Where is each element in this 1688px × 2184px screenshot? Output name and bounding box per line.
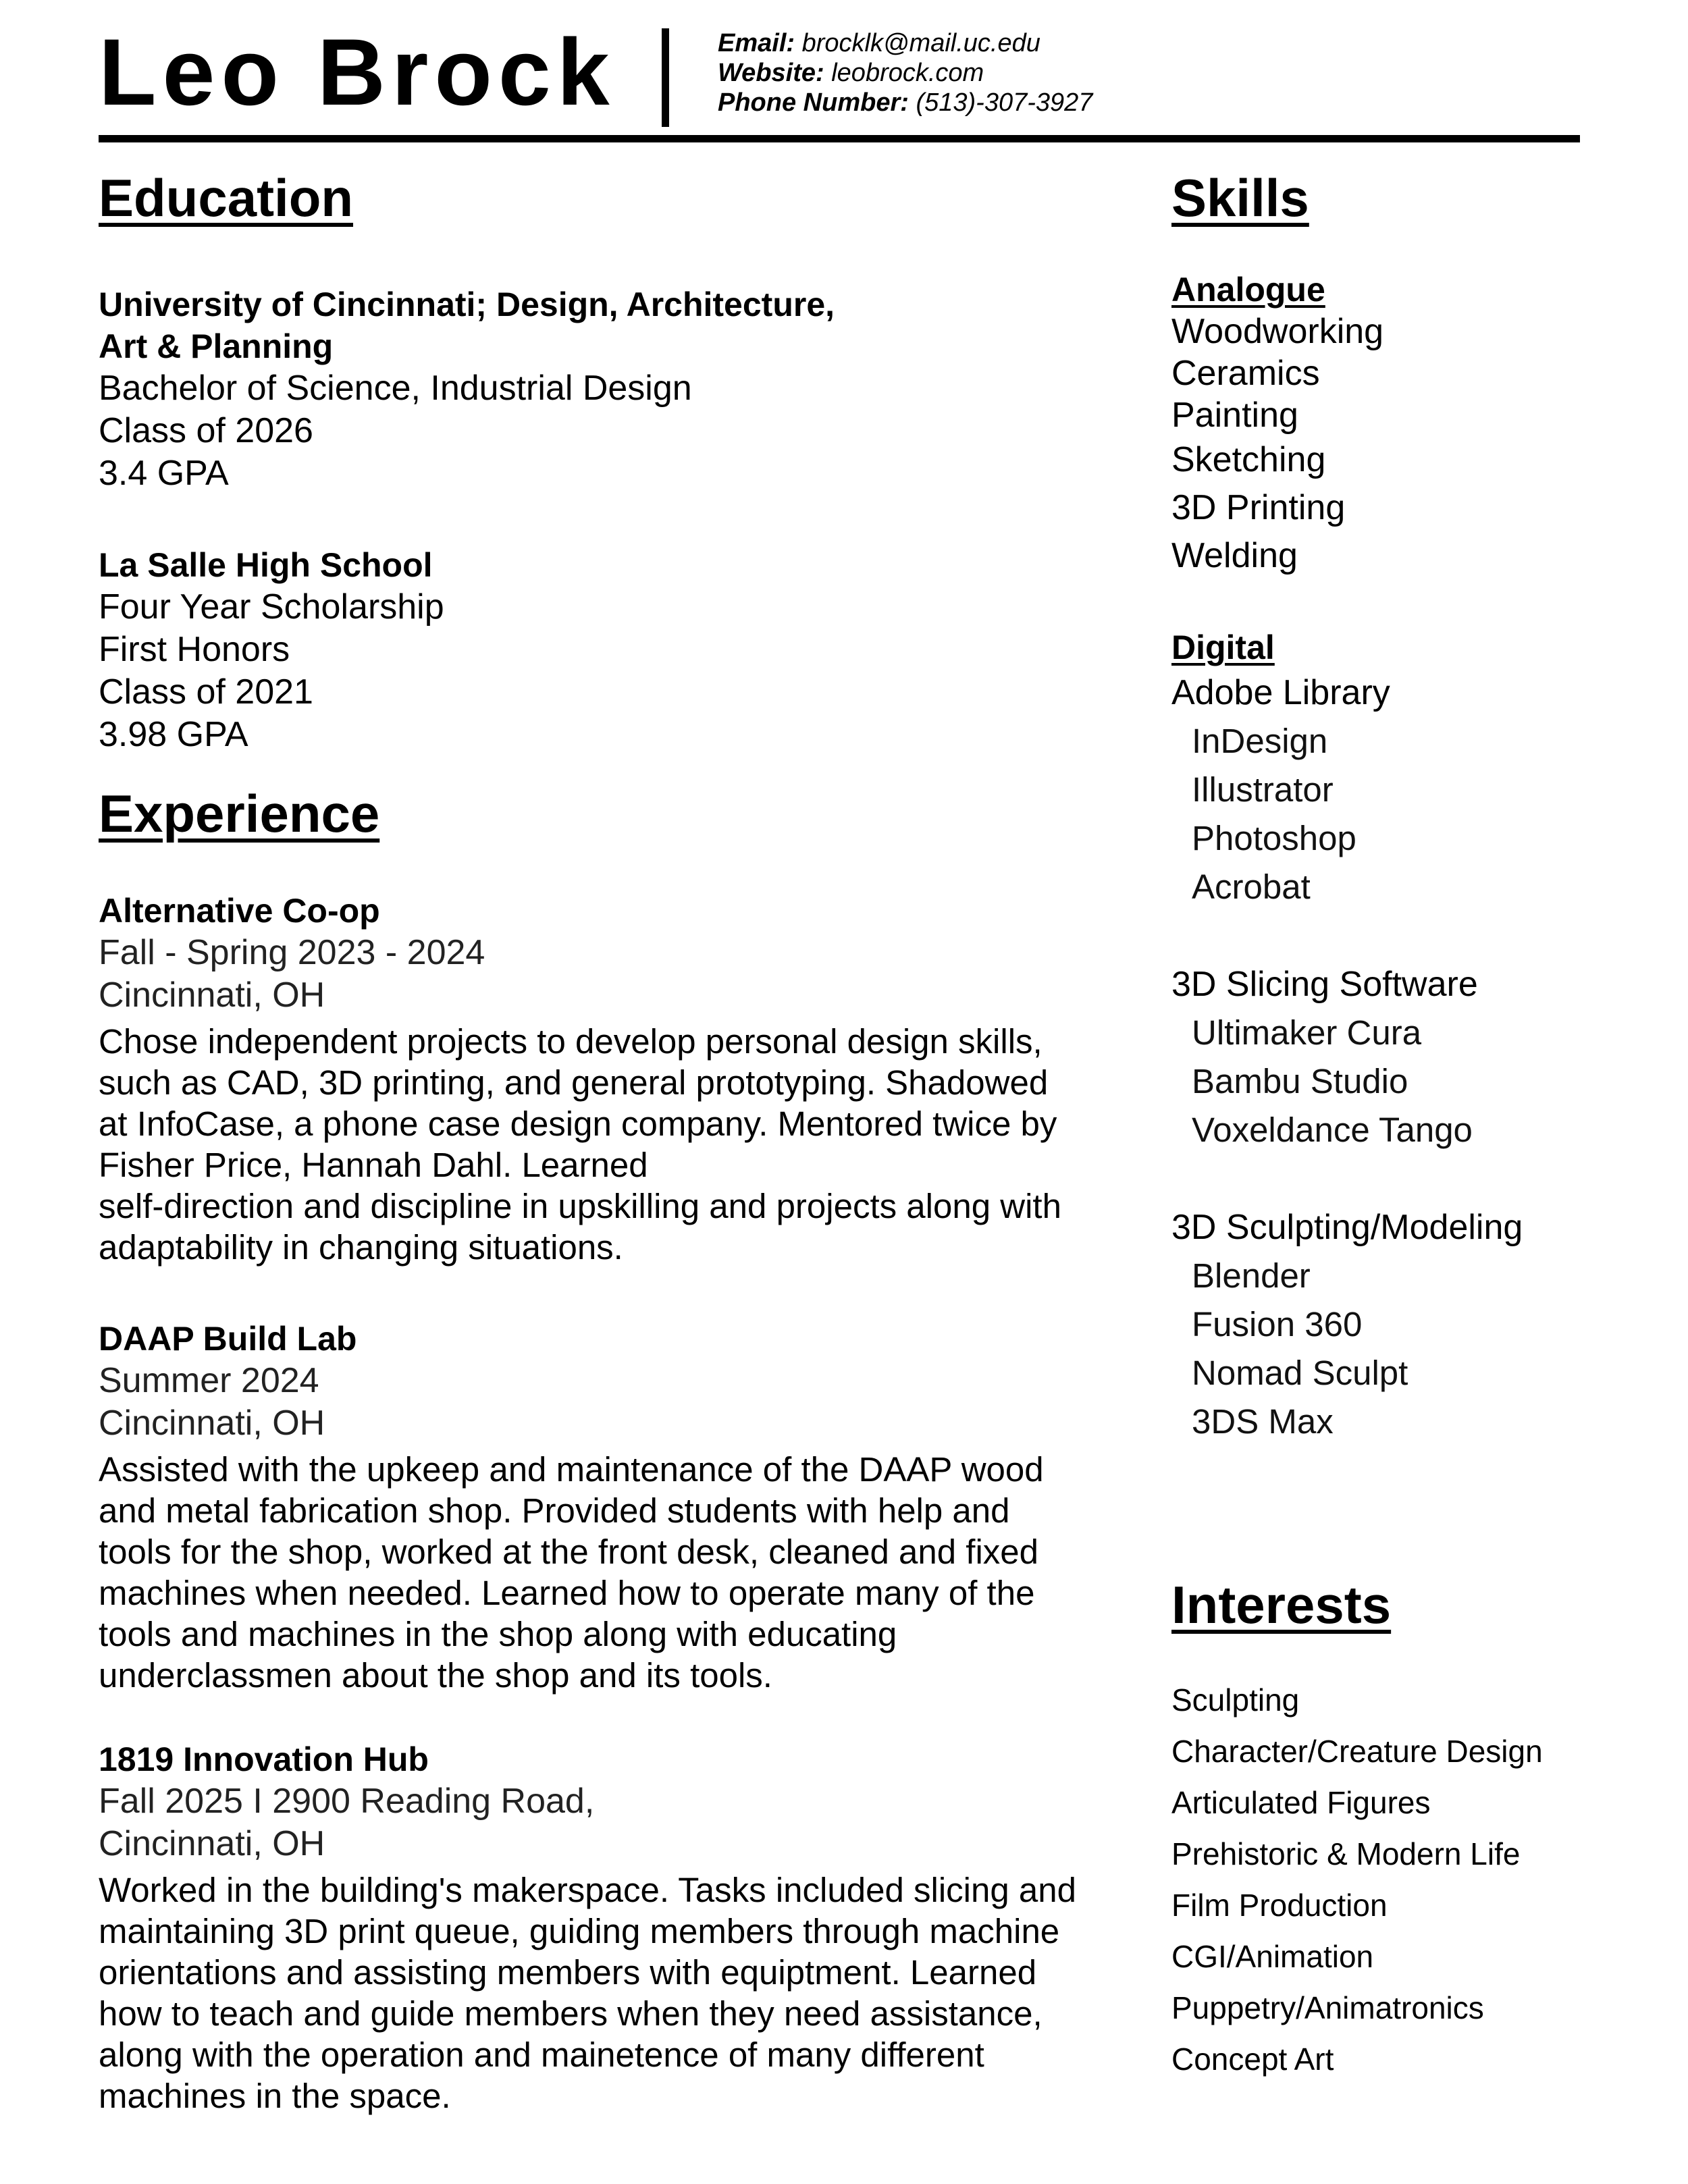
website-label: Website:: [718, 59, 824, 87]
interest-item: Prehistoric & Modern Life: [1171, 1836, 1521, 1871]
software-item: Illustrator: [1192, 770, 1334, 809]
job-date: Fall 2025 I 2900 Reading Road,: [99, 1782, 595, 1821]
job-title: DAAP Build Lab: [99, 1320, 357, 1358]
analogue-heading: Analogue: [1171, 271, 1325, 309]
job-location: Cincinnati, OH: [99, 1404, 325, 1443]
header-divider: [662, 28, 669, 127]
job-location: Cincinnati, OH: [99, 1824, 325, 1863]
group-spacer: [1171, 1154, 1685, 1203]
gpa: 3.98 GPA: [99, 715, 248, 754]
job-description-line: Worked in the building's makerspace. Tasks included slicing and: [99, 1871, 1076, 1909]
interest-item: CGI/Animation: [1171, 1939, 1374, 1974]
digital-heading: Digital: [1171, 629, 1275, 666]
skill-item: Woodworking: [1171, 312, 1384, 351]
school-name: University of Cincinnati; Design, Architecture,: [99, 286, 835, 323]
software-item: Ultimaker Cura: [1192, 1013, 1422, 1052]
website-value[interactable]: leobrock.com: [831, 59, 984, 87]
job-date: Summer 2024: [99, 1361, 319, 1400]
experience-heading: Experience: [99, 784, 380, 843]
interest-item: Articulated Figures: [1171, 1785, 1431, 1820]
job-description-line: Assisted with the upkeep and maintenance of the DAAP wood: [99, 1450, 1044, 1489]
class-year: Class of 2021: [99, 672, 313, 712]
job-description-line: such as CAD, 3D printing, and general prototyping. Shadowed: [99, 1063, 1049, 1102]
interest-item: Puppetry/Animatronics: [1171, 1990, 1484, 2025]
experience-entry-innovationhub: [99, 1738, 1125, 2116]
job-date: Fall - Spring 2023 - 2024: [99, 933, 485, 972]
job-location: Cincinnati, OH: [99, 976, 325, 1015]
job-title: 1819 Innovation Hub: [99, 1740, 429, 1778]
interests-list: [1171, 1674, 1685, 2085]
experience-entry-buildlab: [99, 1318, 1125, 1696]
software-group-title: Adobe Library: [1171, 673, 1390, 712]
skills-heading: Skills: [1171, 168, 1309, 228]
header-rule: [99, 135, 1580, 142]
software-item: Blender: [1192, 1256, 1311, 1295]
education-heading: Education: [99, 168, 354, 228]
phone-value: (513)-307-3927: [916, 88, 1093, 117]
class-year: Class of 2026: [99, 411, 313, 450]
education-entry-lasalle: [99, 544, 1125, 756]
software-item: Fusion 360: [1192, 1305, 1363, 1343]
skill-item: Sketching: [1171, 440, 1326, 479]
analogue-skills: [1171, 269, 1685, 580]
software-item: Nomad Sculpt: [1192, 1354, 1408, 1392]
honors: First Honors: [99, 630, 290, 669]
contact-phone-line: [718, 88, 1092, 117]
job-description-line: how to teach and guide members when they need assistance,: [99, 1994, 1043, 2033]
job-description-line: underclassmen about the shop and its tools.: [99, 1656, 772, 1695]
resume-name: Leo Brock: [99, 19, 616, 125]
job-description-line: Fisher Price, Hannah Dahl. Learned: [99, 1146, 648, 1184]
job-description-line: maintaining 3D print queue, guiding members through machine: [99, 1912, 1060, 1950]
digital-skills: [1171, 627, 1685, 1446]
job-description-line: tools and machines in the shop along with educating: [99, 1615, 897, 1653]
phone-label: Phone Number:: [718, 88, 909, 117]
interest-item: Character/Creature Design: [1171, 1734, 1543, 1769]
interests-heading: Interests: [1171, 1575, 1392, 1634]
analogue-list: [1171, 311, 1685, 580]
job-description-line: at InfoCase, a phone case design company. Mentored twice by: [99, 1104, 1057, 1143]
education-entry-uc: [99, 284, 1125, 495]
contact-website-line: [718, 58, 1092, 88]
software-item: Bambu Studio: [1192, 1062, 1408, 1100]
job-description-line: self-direction and discipline in upskilling and projects along with: [99, 1187, 1061, 1225]
job-description-line: Chose independent projects to develop personal design skills,: [99, 1022, 1043, 1061]
email-value[interactable]: brocklk@mail.uc.edu: [801, 29, 1040, 57]
contact-block: [718, 28, 1092, 117]
school-name: La Salle High School: [99, 546, 433, 584]
job-description-line: and metal fabrication shop. Provided students with help and: [99, 1491, 1010, 1530]
job-description-line: machines in the space.: [99, 2077, 451, 2115]
contact-email-line: [718, 28, 1092, 58]
software-group-title: 3D Sculpting/Modeling: [1171, 1208, 1523, 1247]
skill-item: 3D Printing: [1171, 488, 1346, 527]
skill-item: Ceramics: [1171, 354, 1320, 393]
email-label: Email:: [718, 29, 795, 57]
group-spacer: [1171, 911, 1685, 960]
interest-item: Concept Art: [1171, 2042, 1334, 2077]
job-description-line: adaptability in changing situations.: [99, 1228, 623, 1267]
gpa: 3.4 GPA: [99, 454, 229, 493]
job-title: Alternative Co-op: [99, 892, 380, 930]
software-item: Photoshop: [1192, 819, 1356, 857]
job-description-line: machines when needed. Learned how to operate many of the: [99, 1574, 1035, 1612]
software-item: Acrobat: [1192, 868, 1311, 906]
job-description-line: orientations and assisting members with equiptment. Learned: [99, 1953, 1037, 1992]
school-name-cont: Art & Planning: [99, 327, 334, 365]
job-description-line: along with the operation and mainetence of many different: [99, 2035, 984, 2074]
experience-entry-coop: [99, 890, 1125, 1268]
degree: Bachelor of Science, Industrial Design: [99, 369, 692, 408]
skill-item: Painting: [1171, 396, 1298, 435]
skill-item: Welding: [1171, 536, 1298, 575]
interest-item: Sculpting: [1171, 1682, 1300, 1717]
software-group-title: 3D Slicing Software: [1171, 965, 1478, 1004]
interest-item: Film Production: [1171, 1888, 1388, 1923]
software-item: InDesign: [1192, 722, 1328, 760]
scholarship: Four Year Scholarship: [99, 587, 444, 627]
job-description-line: tools for the shop, worked at the front desk, cleaned and fixed: [99, 1533, 1039, 1571]
software-item: 3DS Max: [1192, 1402, 1334, 1441]
software-item: Voxeldance Tango: [1192, 1111, 1473, 1149]
